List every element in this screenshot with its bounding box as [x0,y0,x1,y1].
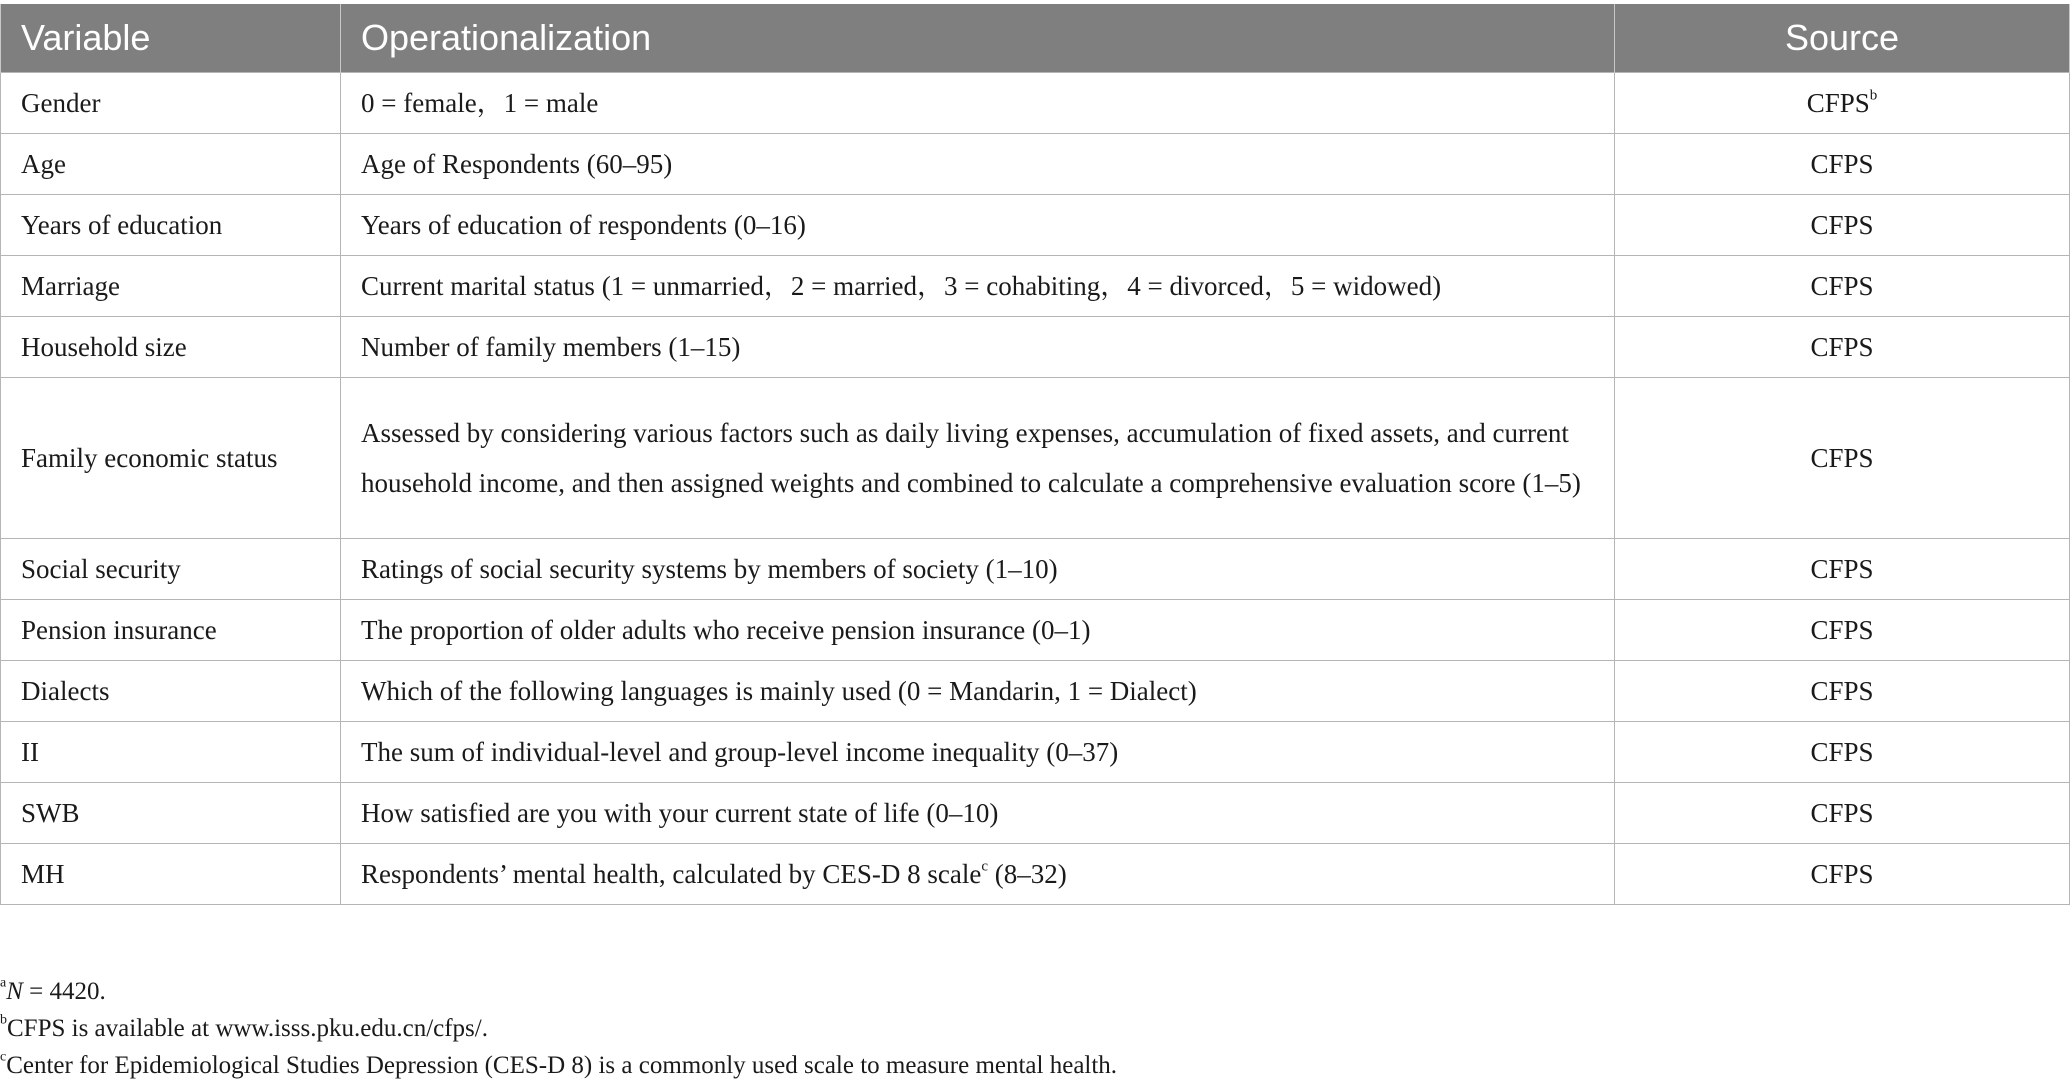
table-row [1,722,2070,783]
operationalization-text: Respondents’ mental health, calculated by CES-D 8 scale [361,859,982,889]
footnote-text: = 4420. [22,978,106,1005]
operationalization-cell: How satisfied are you with your current state of life (0–10) [341,783,1615,844]
variable-cell: II [1,722,341,783]
variable-cell: SWB [1,783,341,844]
table-row [1,539,2070,600]
source-cell: CFPS [1615,378,2070,539]
footnote [0,1010,1117,1047]
operationalization-cell: Which of the following languages is mainly used (0 = Mandarin, 1 = Dialect) [341,661,1615,722]
operationalization-cell: Current marital status (1 = unmarried，2 = married，3 = cohabiting，4 = divorced，5 = widowed) [341,256,1615,317]
source-cell [1615,73,2070,134]
source-cell: CFPS [1615,783,2070,844]
operationalization-cell [341,844,1615,905]
source-cell: CFPS [1615,661,2070,722]
footnote-marker: a [0,975,7,991]
footnote-marker: c [0,1049,7,1065]
source-cell: CFPS [1615,844,2070,905]
variable-cell: Marriage [1,256,341,317]
operationalization-cell: Number of family members (1–15) [341,317,1615,378]
variable-cell: Dialects [1,661,341,722]
variable-cell: Family economic status [1,378,341,539]
footnote-text: Center for Epidemiological Studies Depression (CES-D 8) is a commonly used scale to measure mental health. [6,1052,1118,1079]
operationalization-cell: The sum of individual-level and group-level income inequality (0–37) [341,722,1615,783]
variable-cell: Pension insurance [1,600,341,661]
variable-cell: Gender [1,73,341,134]
footnote-marker: c [981,858,988,875]
source-cell: CFPS [1615,195,2070,256]
table-row [1,73,2070,134]
source-cell: CFPS [1615,317,2070,378]
table-row [1,195,2070,256]
table-row [1,783,2070,844]
variable-cell: MH [1,844,341,905]
table-row [1,256,2070,317]
footnote [0,973,1117,1010]
footnote-marker: b [1869,87,1878,104]
footnote-italic: N [6,978,23,1005]
source-cell: CFPS [1615,539,2070,600]
table-row [1,661,2070,722]
header-source: Source [1615,4,2070,73]
table-row [1,317,2070,378]
table-header-row [1,4,2070,73]
operationalization-cell: Age of Respondents (60–95) [341,134,1615,195]
footnote-text: CFPS is available at www.isss.pku.edu.cn/cfps/. [7,1015,488,1042]
operationalization-range: (8–32) [988,859,1067,889]
operationalization-cell: 0 = female，1 = male [341,73,1615,134]
operationalization-cell: The proportion of older adults who receive pension insurance (0–1) [341,600,1615,661]
footnote-marker: b [0,1012,7,1028]
variable-cell: Household size [1,317,341,378]
variable-cell: Years of education [1,195,341,256]
source-text: CFPS [1806,88,1870,118]
operationalization-cell: Years of education of respondents (0–16) [341,195,1615,256]
table-row [1,134,2070,195]
table-row [1,600,2070,661]
footnote [0,1047,1117,1084]
variables-table [0,4,2070,905]
source-cell: CFPS [1615,722,2070,783]
variable-cell: Age [1,134,341,195]
source-cell: CFPS [1615,134,2070,195]
source-cell: CFPS [1615,600,2070,661]
table-footnotes [0,973,1117,1084]
source-cell: CFPS [1615,256,2070,317]
header-operationalization: Operationalization [341,4,1615,73]
operationalization-cell: Assessed by considering various factors such as daily living expenses, accumulation of fixed assets, and current household income, and then assigned weights and combined to calculate a comprehensive evaluation score (1–5) [341,378,1615,539]
operationalization-cell: Ratings of social security systems by members of society (1–10) [341,539,1615,600]
table-row [1,378,2070,539]
table-row [1,844,2070,905]
variable-cell: Social security [1,539,341,600]
header-variable: Variable [1,4,341,73]
